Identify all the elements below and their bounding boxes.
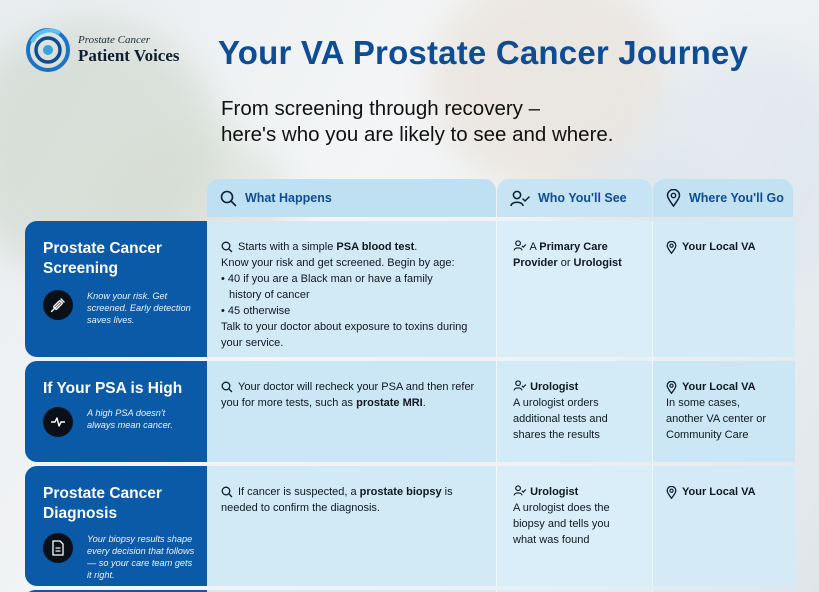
text-line: another VA center or — [666, 413, 767, 425]
column-header-label: What Happens — [245, 191, 332, 205]
what-happens-cell — [207, 361, 497, 462]
pulse-icon — [43, 407, 73, 437]
text-line: what was found — [513, 534, 590, 546]
text-fragment: Starts with a simple — [238, 241, 337, 253]
map-pin-icon — [666, 486, 677, 499]
journey-row-diagnosis — [25, 466, 795, 586]
provider-name: Urologist — [530, 381, 579, 393]
document-icon — [43, 533, 73, 563]
stage-panel — [25, 466, 207, 586]
stage-note: A high PSA doesn't always mean cancer. — [87, 407, 173, 430]
column-header-who — [497, 179, 652, 217]
location-name: Your Local VA — [682, 381, 756, 393]
search-icon — [221, 241, 233, 253]
bullet-item-cont: history of cancer — [229, 289, 310, 301]
what-happens-cell — [207, 221, 497, 357]
syringe-icon — [43, 290, 73, 320]
text-fragment: is — [441, 486, 453, 498]
text-line: shares the results — [513, 429, 600, 441]
who-you-see-cell — [497, 466, 653, 586]
where-you-go-cell — [653, 466, 795, 586]
stage-note: Know your risk. Get screened. Early detection saves lives. — [87, 291, 191, 325]
user-check-icon — [513, 240, 527, 251]
text-line: your service. — [221, 337, 284, 349]
logo-small-text: Prostate Cancer — [78, 34, 150, 47]
journey-row-high-psa — [25, 361, 795, 462]
text-fragment: . — [422, 397, 426, 409]
subtitle-line: here's who you are likely to see and where. — [221, 123, 614, 146]
map-pin-icon — [666, 381, 677, 394]
text-line: Your doctor will recheck your PSA and then refer — [238, 381, 475, 393]
column-header-where — [653, 179, 793, 217]
map-pin-icon — [666, 189, 681, 207]
text-fragment: or — [557, 257, 574, 269]
user-check-icon — [510, 190, 530, 207]
column-header-label: Where You'll Go — [689, 191, 784, 205]
stage-panel — [25, 361, 207, 462]
stage-panel — [25, 221, 207, 357]
page-subtitle — [221, 96, 681, 148]
text-line: Talk to your doctor about exposure to toxins during — [221, 321, 468, 333]
text-line: needed to confirm the diagnosis. — [221, 502, 380, 514]
text-fragment: . — [414, 241, 418, 253]
text-line: In some cases, — [666, 397, 740, 409]
column-header-label: Who You'll See — [538, 191, 627, 205]
search-icon — [220, 190, 237, 207]
user-check-icon — [513, 485, 527, 496]
who-you-see-cell — [497, 221, 653, 357]
page-title: Your VA Prostate Cancer Journey — [218, 34, 749, 71]
text-line: Know your risk and get screened. Begin by age: — [221, 257, 455, 269]
what-happens-cell — [207, 466, 497, 586]
logo-mark-icon — [26, 28, 70, 72]
search-icon — [221, 486, 233, 498]
text-fragment-bold: PSA blood test — [336, 241, 415, 253]
provider-name: Urologist — [530, 486, 579, 498]
subtitle-line: From screening through recovery – — [221, 97, 541, 120]
location-name: Your Local VA — [682, 486, 756, 498]
text-fragment: If cancer is suspected, a — [238, 486, 360, 498]
where-you-go-cell — [653, 221, 795, 357]
text-line: A urologist does the — [513, 502, 610, 514]
bullet-item: • 40 if you are a Black man or have a family — [221, 273, 433, 285]
stage-title: Prostate Cancer Diagnosis — [43, 485, 162, 522]
text-line: A urologist orders — [513, 397, 599, 409]
brand-logo[interactable] — [26, 28, 180, 72]
provider-name: Provider — [513, 257, 558, 269]
bullet-item: • 45 otherwise — [221, 305, 291, 317]
text-line: biopsy and tells you — [513, 518, 610, 530]
where-you-go-cell — [653, 361, 795, 462]
who-you-see-cell — [497, 361, 653, 462]
text-line: Community Care — [666, 429, 749, 441]
journey-row-screening — [25, 221, 795, 357]
provider-name: Primary Care — [539, 241, 608, 253]
stage-title: Prostate Cancer Screening — [43, 240, 162, 277]
provider-name: Urologist — [573, 257, 622, 269]
user-check-icon — [513, 380, 527, 391]
column-header-what — [207, 179, 496, 217]
search-icon — [221, 381, 233, 393]
text-fragment-bold: prostate biopsy — [359, 486, 442, 498]
map-pin-icon — [666, 241, 677, 254]
text-fragment: you for more tests, such as — [221, 397, 357, 409]
location-name: Your Local VA — [682, 241, 756, 253]
stage-title: If Your PSA is High — [43, 380, 183, 397]
stage-note: Your biopsy results shape every decision that follows — so your care team gets it right. — [87, 534, 195, 580]
text-fragment: A — [529, 241, 540, 253]
text-fragment-bold: prostate MRI — [356, 397, 423, 409]
logo-big-text: Patient Voices — [78, 45, 180, 65]
text-line: additional tests and — [513, 413, 608, 425]
